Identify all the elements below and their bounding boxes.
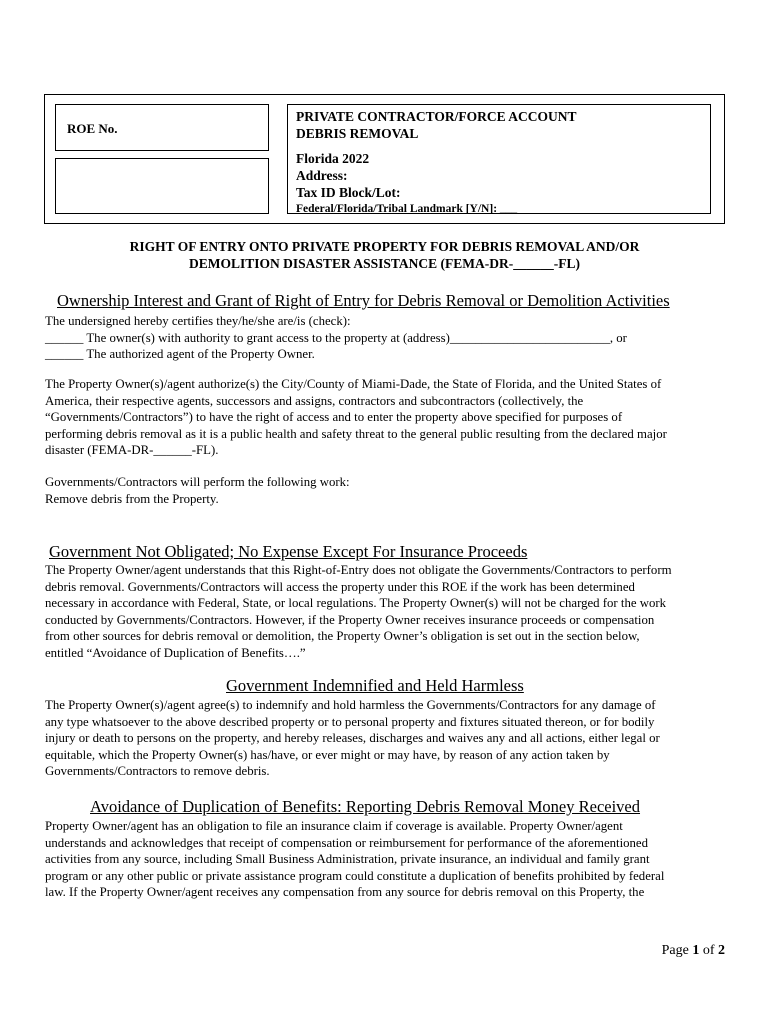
page-total: 2 xyxy=(718,943,725,958)
document-title xyxy=(44,238,725,272)
paragraph-line: The Property Owner(s)/agent authorize(s) the City/County of Miami-Dade, the State of Florida, and the United States of xyxy=(45,377,662,391)
paragraph-line: ______ The owner(s) with authority to grant access to the property at (address)_________________________, or xyxy=(45,330,627,345)
title-line-2: DEMOLITION DISASTER ASSISTANCE (FEMA-DR-______-FL) xyxy=(189,256,580,271)
paragraph-duplication xyxy=(45,818,735,901)
paragraph-line: activities from any source, including Small Business Administration, private insurance, an individual and family grant xyxy=(45,852,650,867)
title-line-1: RIGHT OF ENTRY ONTO PRIVATE PROPERTY FOR DEBRIS REMOVAL AND/OR xyxy=(129,239,640,254)
paragraph-line: conducted by Governments/Contractors. However, if the Property Owner receives insurance proceeds or compensation xyxy=(45,612,655,627)
paragraph-line: The Property Owner(s)/agent agree(s) to indemnify and hold harmless the Governments/Contractors for any damage of xyxy=(45,698,656,712)
page-word: Page xyxy=(661,943,693,958)
of-word: of xyxy=(699,943,718,958)
paragraph-line: Remove debris from the Property. xyxy=(45,491,219,506)
heading-duplication-of-benefits: Avoidance of Duplication of Benefits: Reporting Debris Removal Money Received xyxy=(90,797,641,816)
roe-label: ROE No. xyxy=(67,121,118,136)
paragraph-line: The Property Owner/agent understands that this Right-of-Entry does not obligate the Governments/Contractors to perform xyxy=(45,563,672,577)
address-label: Address: xyxy=(296,168,348,183)
project-info xyxy=(296,108,577,217)
paragraph-line: any type whatsoever to the above described property or to personal property and fixtures situated thereon, or for bodily xyxy=(45,714,655,729)
landmark-label: Federal/Florida/Tribal Landmark [Y/N]: ___ xyxy=(296,203,518,215)
paragraph-line: disaster (FEMA-DR-______-FL). xyxy=(45,443,219,458)
paragraph-line: The undersigned hereby certifies they/he/she are/is (check): xyxy=(45,314,351,328)
info-line-1: PRIVATE CONTRACTOR/FORCE ACCOUNT xyxy=(296,109,577,124)
roe-number-entry-box xyxy=(55,158,269,214)
heading-government-not-obligated: Government Not Obligated; No Expense Except For Insurance Proceeds xyxy=(49,542,528,561)
paragraph-line: understands and acknowledges that receipt of compensation or reimbursement for performance of the aforementioned xyxy=(45,835,649,850)
paragraph-indemnified xyxy=(45,697,735,780)
paragraph-line: Governments/Contractors to remove debris. xyxy=(45,764,270,779)
paragraph-ownership-check xyxy=(45,313,735,363)
paragraph-not-obligated xyxy=(45,562,735,662)
paragraph-line: from other sources for debris removal or demolition, the Property Owner’s obligation is set out in the section below, xyxy=(45,629,640,644)
paragraph-line: debris removal. Governments/Contractors will access the property under this ROE if the work has been determined xyxy=(45,579,635,594)
tax-id-label: Tax ID Block/Lot: xyxy=(296,185,401,200)
info-line-2: DEBRIS REMOVAL xyxy=(296,126,419,141)
paragraph-line: Property Owner/agent has an obligation to file an insurance claim if coverage is available. Property Owner/agent xyxy=(45,819,623,833)
page-number xyxy=(662,943,725,959)
florida-year: Florida 2022 xyxy=(296,151,370,166)
paragraph-line: “Governments/Contractors”) to have the right of access and to enter the property above specified for purposes of xyxy=(45,410,623,425)
page-current: 1 xyxy=(692,943,700,958)
paragraph-line: program or any other public or private assistance program could constitute a duplication of benefits prohibited by federal xyxy=(45,868,665,883)
paragraph-line: equitable, which the Property Owner(s) has/have, or ever might or may have, by reason of any action taken by xyxy=(45,747,610,762)
paragraph-line: performing debris removal as it is a public health and safety threat to the general public resulting from the declared major xyxy=(45,426,667,441)
paragraph-line: injury or death to persons on the property, and hereby releases, discharges and waives any and all actions, either legal or xyxy=(45,731,660,746)
paragraph-authorization xyxy=(45,376,735,459)
project-info-box xyxy=(287,104,711,214)
paragraph-line: entitled “Avoidance of Duplication of Benefits….” xyxy=(45,645,306,660)
paragraph-line: ______ The authorized agent of the Property Owner. xyxy=(45,347,315,362)
roe-number-box xyxy=(55,104,269,151)
paragraph-line: law. If the Property Owner/agent receives any compensation from any source for debris removal on this Property, the xyxy=(45,885,645,900)
heading-indemnified: Government Indemnified and Held Harmless xyxy=(226,676,524,695)
paragraph-line: America, their respective agents, successors and assigns, contractors and subcontractors (collectively, the xyxy=(45,393,584,408)
paragraph-work-scope xyxy=(45,474,735,507)
heading-ownership-interest: Ownership Interest and Grant of Right of Entry for Debris Removal or Demolition Activities xyxy=(57,291,670,310)
paragraph-line: Governments/Contractors will perform the following work: xyxy=(45,475,350,489)
paragraph-line: necessary in accordance with Federal, State, or local regulations. The Property Owner(s) will not be charged for the work xyxy=(45,596,667,611)
